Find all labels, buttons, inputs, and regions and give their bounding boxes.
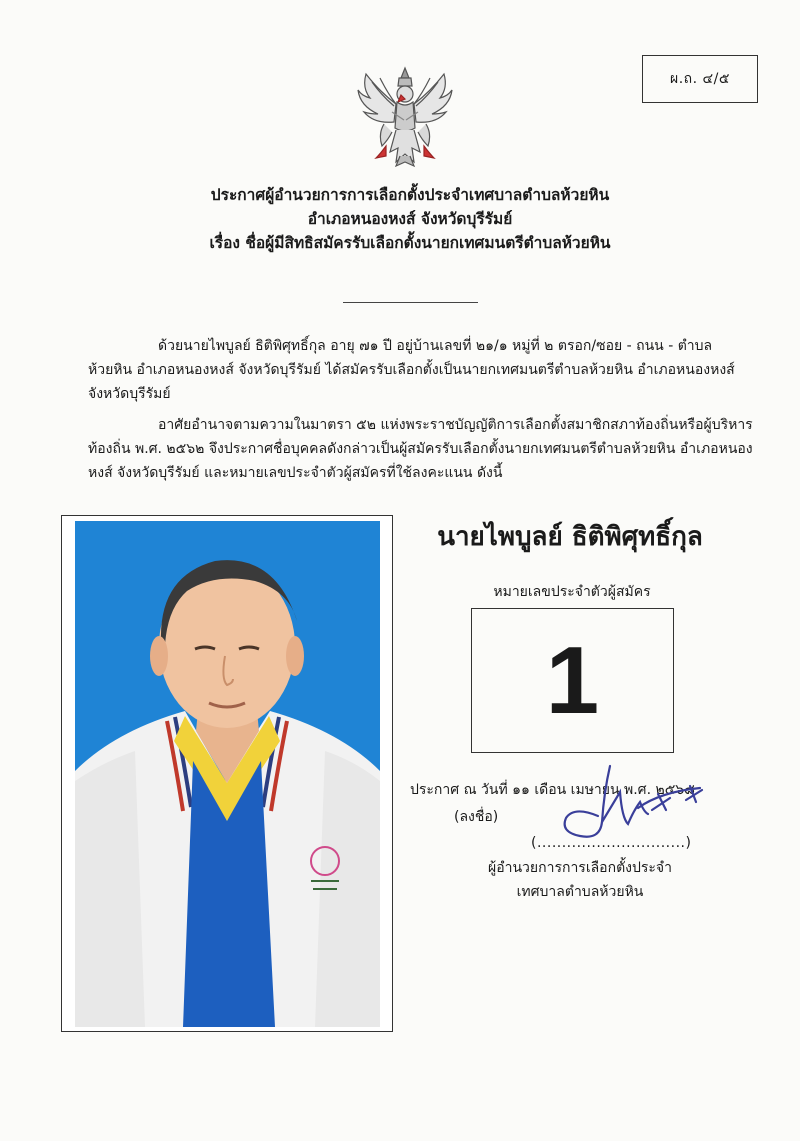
announcement-date: ประกาศ ณ วันที่ ๑๑ เดือน เมษายน พ.ศ. ๒๕๖๘ <box>410 782 695 798</box>
signature-label: (ลงชื่อ) <box>454 809 499 825</box>
official-position-line-2: เทศบาลตำบลห้วยหิน <box>516 884 644 900</box>
official-position-line-1: ผู้อำนวยการการเลือกตั้งประจำ <box>488 860 672 876</box>
paragraph-applicant <box>88 334 735 406</box>
paragraph-line: ท้องถิ่น พ.ศ. ๒๕๖๒ จึงประกาศชื่อบุคคลดังกล่าวเป็นผู้สมัครรับเลือกตั้งนายกเทศมนตรีตำบลห้วยหิน อำเภอหนอง <box>88 441 753 457</box>
heading-line-1: ประกาศผู้อำนวยการการเลือกตั้งประจำเทศบาลตำบลห้วยหิน <box>210 186 610 204</box>
garuda-emblem-icon <box>352 62 458 170</box>
paragraph-authority <box>88 413 753 485</box>
paragraph-line: หงส์ จังหวัดบุรีรัมย์ และหมายเลขประจำตัวผู้สมัครที่ใช้ลงคะแนน ดังนี้ <box>88 465 503 481</box>
heading-line-2: อำเภอหนองหงส์ จังหวัดบุรีรัมย์ <box>307 210 513 228</box>
form-code: ผ.ถ. ๔/๕ <box>670 71 730 87</box>
paragraph-line: ด้วยนายไพบูลย์ ธิติพิศุทธิ์กุล อายุ ๗๑ ปี อยู่บ้านเลขที่ ๒๑/๑ หมู่ที่ ๒ ตรอก/ซอย - ถนน - ตำบล <box>158 338 713 354</box>
paragraph-line: อาศัยอำนาจตามความในมาตรา ๕๒ แห่งพระราชบัญญัติการเลือกตั้งสมาชิกสภาท้องถิ่นหรือผู้บริหาร <box>158 417 753 433</box>
paragraph-line: ห้วยหิน อำเภอหนองหงส์ จังหวัดบุรีรัมย์ ได้สมัครรับเลือกตั้งเป็นนายกเทศมนตรีตำบลห้วยหิน อำเภอหนองหงส์ <box>88 362 735 378</box>
signature-dots: (..............................) <box>531 835 692 851</box>
candidate-name: นายไพบูลย์ ธิติพิศุทธิ์กุล <box>437 522 703 552</box>
candidate-number-box <box>471 608 674 753</box>
divider <box>343 302 478 303</box>
heading-subject: เรื่อง ชื่อผู้มีสิทธิสมัครรับเลือกตั้งนายกเทศมนตรีตำบลห้วยหิน <box>209 234 611 252</box>
handwritten-signature <box>540 762 720 852</box>
paragraph-line: จังหวัดบุรีรัมย์ <box>88 386 171 402</box>
candidate-portrait-image <box>75 521 380 1027</box>
candidate-photo <box>75 521 380 1027</box>
candidate-number: 1 <box>545 626 600 734</box>
candidate-number-label: หมายเลขประจำตัวผู้สมัคร <box>493 584 651 600</box>
form-code-box <box>642 55 758 103</box>
candidate-photo-frame <box>61 515 393 1032</box>
